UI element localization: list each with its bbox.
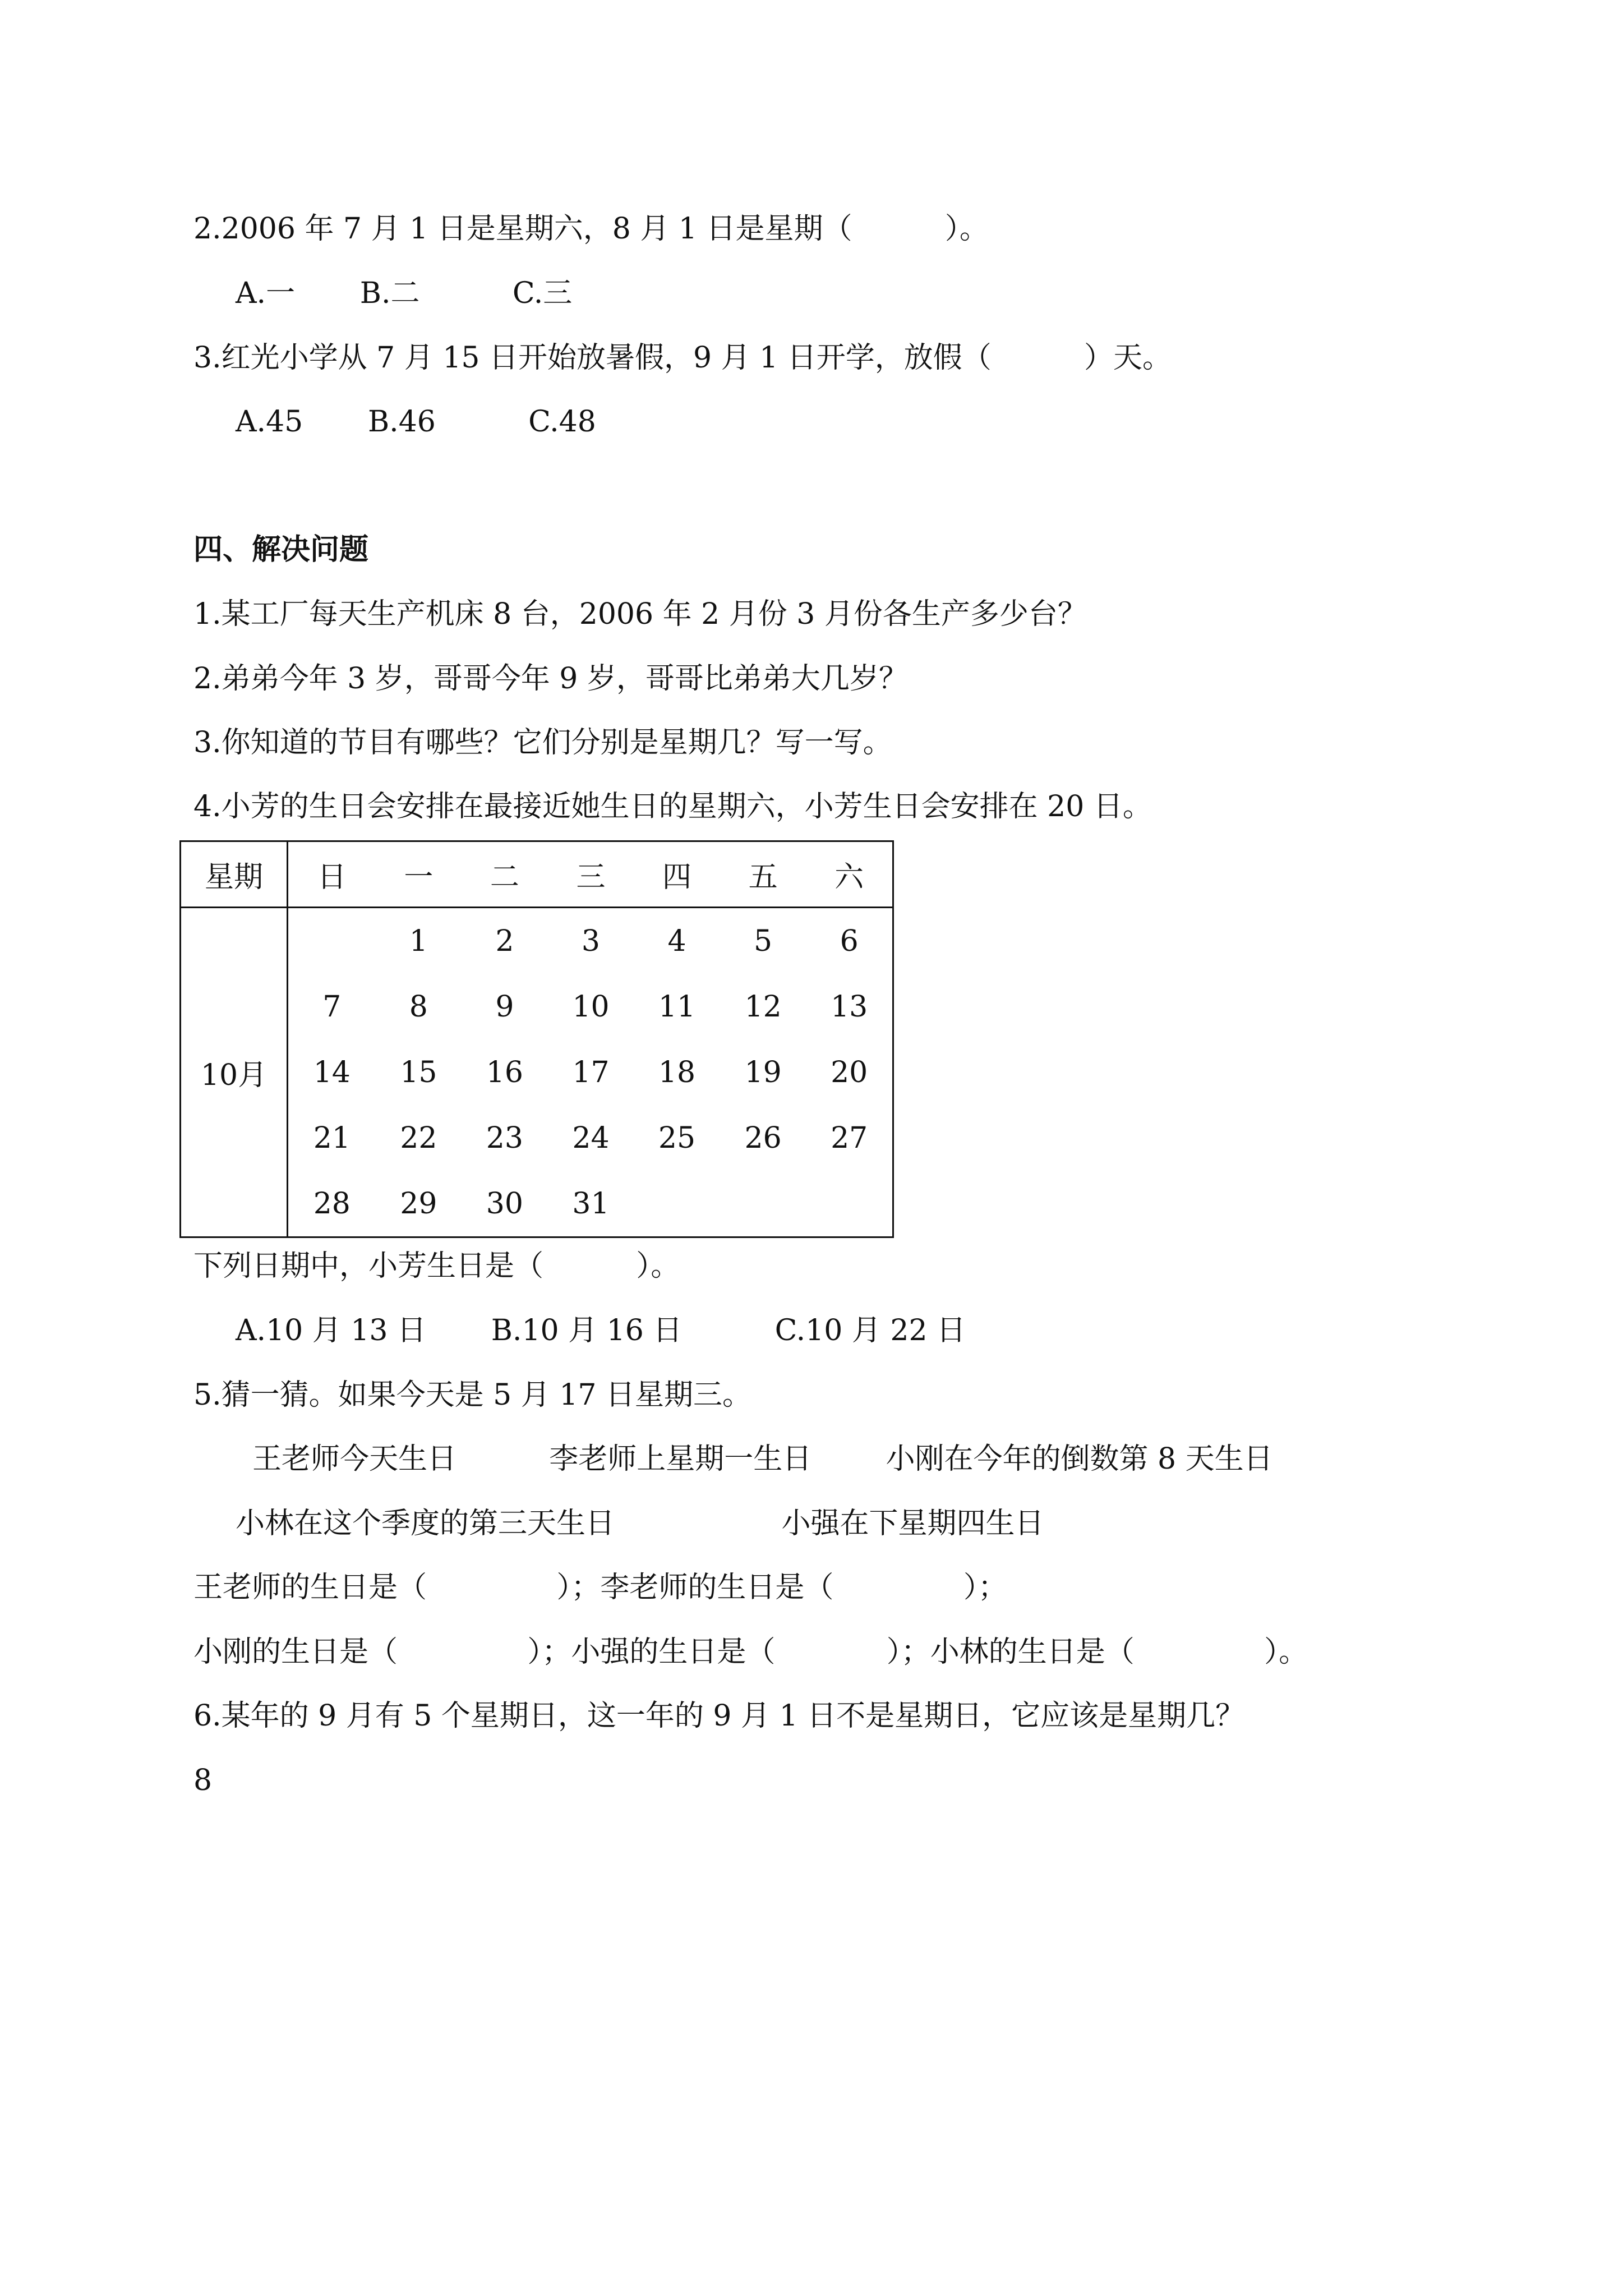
date-cell: 10 xyxy=(572,990,610,1024)
date-cell: 20 xyxy=(831,1055,868,1089)
date-cell: 31 xyxy=(572,1186,610,1221)
date-cell: 22 xyxy=(400,1121,437,1155)
date-cell: 14 xyxy=(313,1055,351,1089)
weekday-mon: 一 xyxy=(376,842,462,908)
calendar-header-row xyxy=(181,842,892,908)
date-cell: 18 xyxy=(658,1055,696,1089)
calendar-week-row xyxy=(181,1039,892,1105)
date-cell: 28 xyxy=(313,1186,351,1221)
october-calendar-table xyxy=(181,842,892,1236)
date-cell: 24 xyxy=(572,1121,610,1155)
date-cell: 9 xyxy=(495,990,514,1024)
problem-5-clues-line-2: 小林在这个季度的第三天生日 小强在下星期四生日 xyxy=(236,1507,1044,1540)
date-cell: 21 xyxy=(313,1121,351,1155)
date-cell: 30 xyxy=(486,1186,523,1221)
question-3-options: A.45 B.46 C.48 xyxy=(236,405,596,439)
date-cell: 8 xyxy=(409,990,428,1024)
date-cell: 6 xyxy=(840,924,859,958)
problem-5: 5.猜一猜。如果今天是 5 月 17 日星期三。 xyxy=(193,1378,751,1412)
date-cell xyxy=(634,1171,720,1236)
calendar-week-row xyxy=(181,1105,892,1171)
problem-4: 4.小芳的生日会安排在最接近她生日的星期六，小芳生日会安排在 20 日。 xyxy=(193,790,1152,823)
question-3-text: 3.红光小学从 7 月 15 日开始放暑假，9 月 1 日开学，放假（ ）天。 xyxy=(193,341,1172,375)
date-cell: 7 xyxy=(322,990,342,1024)
date-cell: 4 xyxy=(667,924,686,958)
date-cell: 16 xyxy=(486,1055,523,1089)
problem-5-answers-line-2: 小刚的生日是（ ）；小强的生日是（ ）；小林的生日是（ ）。 xyxy=(193,1635,1308,1669)
date-cell: 19 xyxy=(744,1055,782,1089)
problem-4-options: A.10 月 13 日 B.10 月 16 日 C.10 月 22 日 xyxy=(236,1314,966,1347)
page-number: 8 xyxy=(193,1764,213,1797)
weekday-sun: 日 xyxy=(288,842,376,908)
date-cell: 17 xyxy=(572,1055,610,1089)
question-2-text: 2.2006 年 7 月 1 日是星期六，8 月 1 日是星期（ ）。 xyxy=(193,212,989,246)
section-heading: 四、解决问题 xyxy=(193,532,369,567)
date-cell: 2 xyxy=(495,924,514,958)
date-cell: 29 xyxy=(400,1186,437,1221)
weekday-wed: 三 xyxy=(548,842,634,908)
date-cell: 27 xyxy=(831,1121,868,1155)
weekday-header-label: 星期 xyxy=(181,842,288,908)
date-cell: 13 xyxy=(831,990,868,1024)
date-cell: 15 xyxy=(400,1055,437,1089)
problem-5-clues-line-1: 王老师今天生日 李老师上星期一生日 小刚在今年的倒数第 8 天生日 xyxy=(252,1442,1273,1476)
question-2-options: A.一 B.二 C.三 xyxy=(236,277,573,310)
date-cell xyxy=(288,908,376,974)
calendar-week-row xyxy=(181,1171,892,1236)
date-cell: 1 xyxy=(409,924,428,958)
month-label: 10月 xyxy=(181,908,288,1237)
date-cell xyxy=(720,1171,806,1236)
weekday-sat: 六 xyxy=(806,842,892,908)
date-cell: 23 xyxy=(486,1121,523,1155)
date-cell: 25 xyxy=(658,1121,696,1155)
date-cell xyxy=(806,1171,892,1236)
date-cell: 12 xyxy=(744,990,782,1024)
problem-2: 2.弟弟今年 3 岁，哥哥今年 9 岁，哥哥比弟弟大几岁？ xyxy=(193,662,908,696)
problem-4-question: 下列日期中，小芳生日是（ ）。 xyxy=(193,1249,680,1283)
date-cell: 3 xyxy=(581,924,600,958)
date-cell: 26 xyxy=(744,1121,782,1155)
weekday-tue: 二 xyxy=(462,842,548,908)
weekday-fri: 五 xyxy=(720,842,806,908)
calendar-week-row xyxy=(181,974,892,1039)
problem-1: 1.某工厂每天生产机床 8 台，2006 年 2 月份 3 月份各生产多少台？ xyxy=(193,597,1087,631)
date-cell: 11 xyxy=(658,990,696,1024)
problem-5-answers-line-1: 王老师的生日是（ ）；李老师的生日是（ ）； xyxy=(193,1571,1007,1604)
calendar-week-row xyxy=(181,908,892,974)
date-cell: 5 xyxy=(754,924,773,958)
weekday-thu: 四 xyxy=(634,842,720,908)
problem-3: 3.你知道的节目有哪些？它们分别是星期几？写一写。 xyxy=(193,726,892,760)
problem-6: 6.某年的 9 月有 5 个星期日，这一年的 9 月 1 日不是星期日，它应该是星期几？ xyxy=(193,1699,1245,1733)
